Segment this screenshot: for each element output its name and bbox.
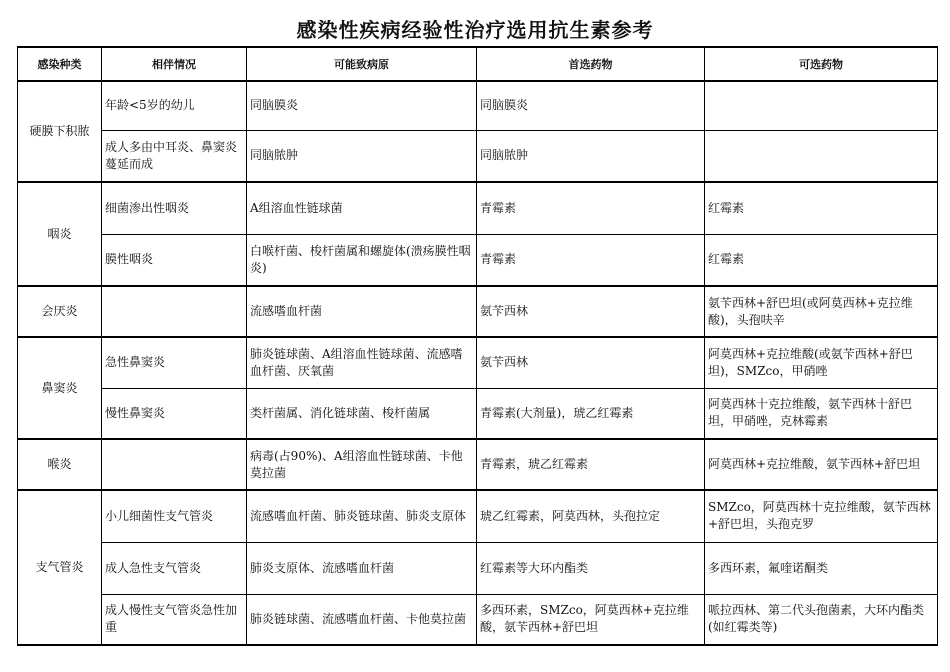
antibiotic-table <box>17 46 938 646</box>
condition-cell: 慢性鼻窦炎 <box>102 388 247 439</box>
table-row <box>18 490 938 542</box>
alternative-cell: 多西环素，氟喹诺酮类 <box>705 542 938 594</box>
pathogen-cell: 同脑膜炎 <box>247 81 477 130</box>
alternative-cell <box>705 130 938 182</box>
first-choice-cell: 氨苄西林 <box>477 337 705 388</box>
first-choice-cell: 青霉素(大剂量)，琥乙红霉素 <box>477 388 705 439</box>
condition-cell: 成人急性支气管炎 <box>102 542 247 594</box>
condition-cell <box>102 286 247 337</box>
infection-type-cell: 喉炎 <box>18 439 102 490</box>
pathogen-cell: 流感嗜血杆菌、肺炎链球菌、肺炎支原体 <box>247 490 477 542</box>
alternative-cell: SMZco，阿莫西林十克拉维酸，氨苄西林+舒巴坦，头孢克罗 <box>705 490 938 542</box>
header-row <box>18 47 938 81</box>
table-row <box>18 130 938 182</box>
page-title: 感染性疾病经验性治疗选用抗生素参考 <box>296 18 654 42</box>
alternative-cell: 哌拉西林、第二代头孢菌素，大环内酯类(如红霉类等) <box>705 594 938 645</box>
table-row <box>18 337 938 388</box>
table-row <box>18 439 938 490</box>
pathogen-cell: 类杆菌属、消化链球菌、梭杆菌属 <box>247 388 477 439</box>
first-choice-cell: 同脑脓肿 <box>477 130 705 182</box>
table-body <box>18 81 938 645</box>
infection-type-cell: 硬膜下积脓 <box>18 81 102 182</box>
first-choice-cell: 氨苄西林 <box>477 286 705 337</box>
table-row <box>18 388 938 439</box>
pathogen-cell: 白喉杆菌、梭杆菌属和螺旋体(溃疡膜性咽炎) <box>247 234 477 286</box>
header-first-choice: 首选药物 <box>477 47 705 81</box>
first-choice-cell: 琥乙红霉素，阿莫西林，头孢拉定 <box>477 490 705 542</box>
infection-type-cell: 支气管炎 <box>18 490 102 645</box>
condition-cell: 细菌渗出性咽炎 <box>102 182 247 234</box>
pathogen-cell: A组溶血性链球菌 <box>247 182 477 234</box>
header-alternative: 可选药物 <box>705 47 938 81</box>
infection-type-cell: 咽炎 <box>18 182 102 286</box>
condition-cell: 年龄<5岁的幼儿 <box>102 81 247 130</box>
table-row <box>18 594 938 645</box>
header-pathogen: 可能致病原 <box>247 47 477 81</box>
infection-type-cell: 会厌炎 <box>18 286 102 337</box>
header-infection-type: 感染种类 <box>18 47 102 81</box>
pathogen-cell: 流感嗜血杆菌 <box>247 286 477 337</box>
pathogen-cell: 同脑脓肿 <box>247 130 477 182</box>
alternative-cell: 红霉素 <box>705 182 938 234</box>
alternative-cell: 阿莫西林十克拉维酸，氨苄西林十舒巴坦，甲硝唑，克林霉素 <box>705 388 938 439</box>
condition-cell: 膜性咽炎 <box>102 234 247 286</box>
pathogen-cell: 肺炎支原体、流感嗜血杆菌 <box>247 542 477 594</box>
condition-cell <box>102 439 247 490</box>
header-condition: 相伴情况 <box>102 47 247 81</box>
alternative-cell <box>705 81 938 130</box>
pathogen-cell: 病毒(占90%)、A组溶血性链球菌、卡他莫拉菌 <box>247 439 477 490</box>
condition-cell: 成人多由中耳炎、鼻窦炎蔓延而成 <box>102 130 247 182</box>
first-choice-cell: 多西环素，SMZco，阿莫西林+克拉维酸，氨苄西林+舒巴坦 <box>477 594 705 645</box>
alternative-cell: 阿莫西林+克拉维酸(或氨苄西林+舒巴坦)，SMZco，甲硝唑 <box>705 337 938 388</box>
alternative-cell: 红霉素 <box>705 234 938 286</box>
alternative-cell: 氨苄西林+舒巴坦(或阿莫西林+克拉维酸)，头孢呋辛 <box>705 286 938 337</box>
condition-cell: 成人慢性支气管炎急性加重 <box>102 594 247 645</box>
first-choice-cell: 同脑膜炎 <box>477 81 705 130</box>
condition-cell: 小儿细菌性支气管炎 <box>102 490 247 542</box>
pathogen-cell: 肺炎链球菌、A组溶血性链球菌、流感嗜血杆菌、厌氧菌 <box>247 337 477 388</box>
table-row <box>18 286 938 337</box>
infection-type-cell: 鼻窦炎 <box>18 337 102 439</box>
first-choice-cell: 青霉素 <box>477 234 705 286</box>
condition-cell: 急性鼻窦炎 <box>102 337 247 388</box>
table-row <box>18 234 938 286</box>
pathogen-cell: 肺炎链球菌、流感嗜血杆菌、卡他莫拉菌 <box>247 594 477 645</box>
first-choice-cell: 青霉素 <box>477 182 705 234</box>
alternative-cell: 阿莫西林+克拉维酸，氨苄西林+舒巴坦 <box>705 439 938 490</box>
table-row <box>18 542 938 594</box>
table-row <box>18 81 938 130</box>
first-choice-cell: 红霉素等大环内酯类 <box>477 542 705 594</box>
first-choice-cell: 青霉素，琥乙红霉素 <box>477 439 705 490</box>
table-row <box>18 182 938 234</box>
